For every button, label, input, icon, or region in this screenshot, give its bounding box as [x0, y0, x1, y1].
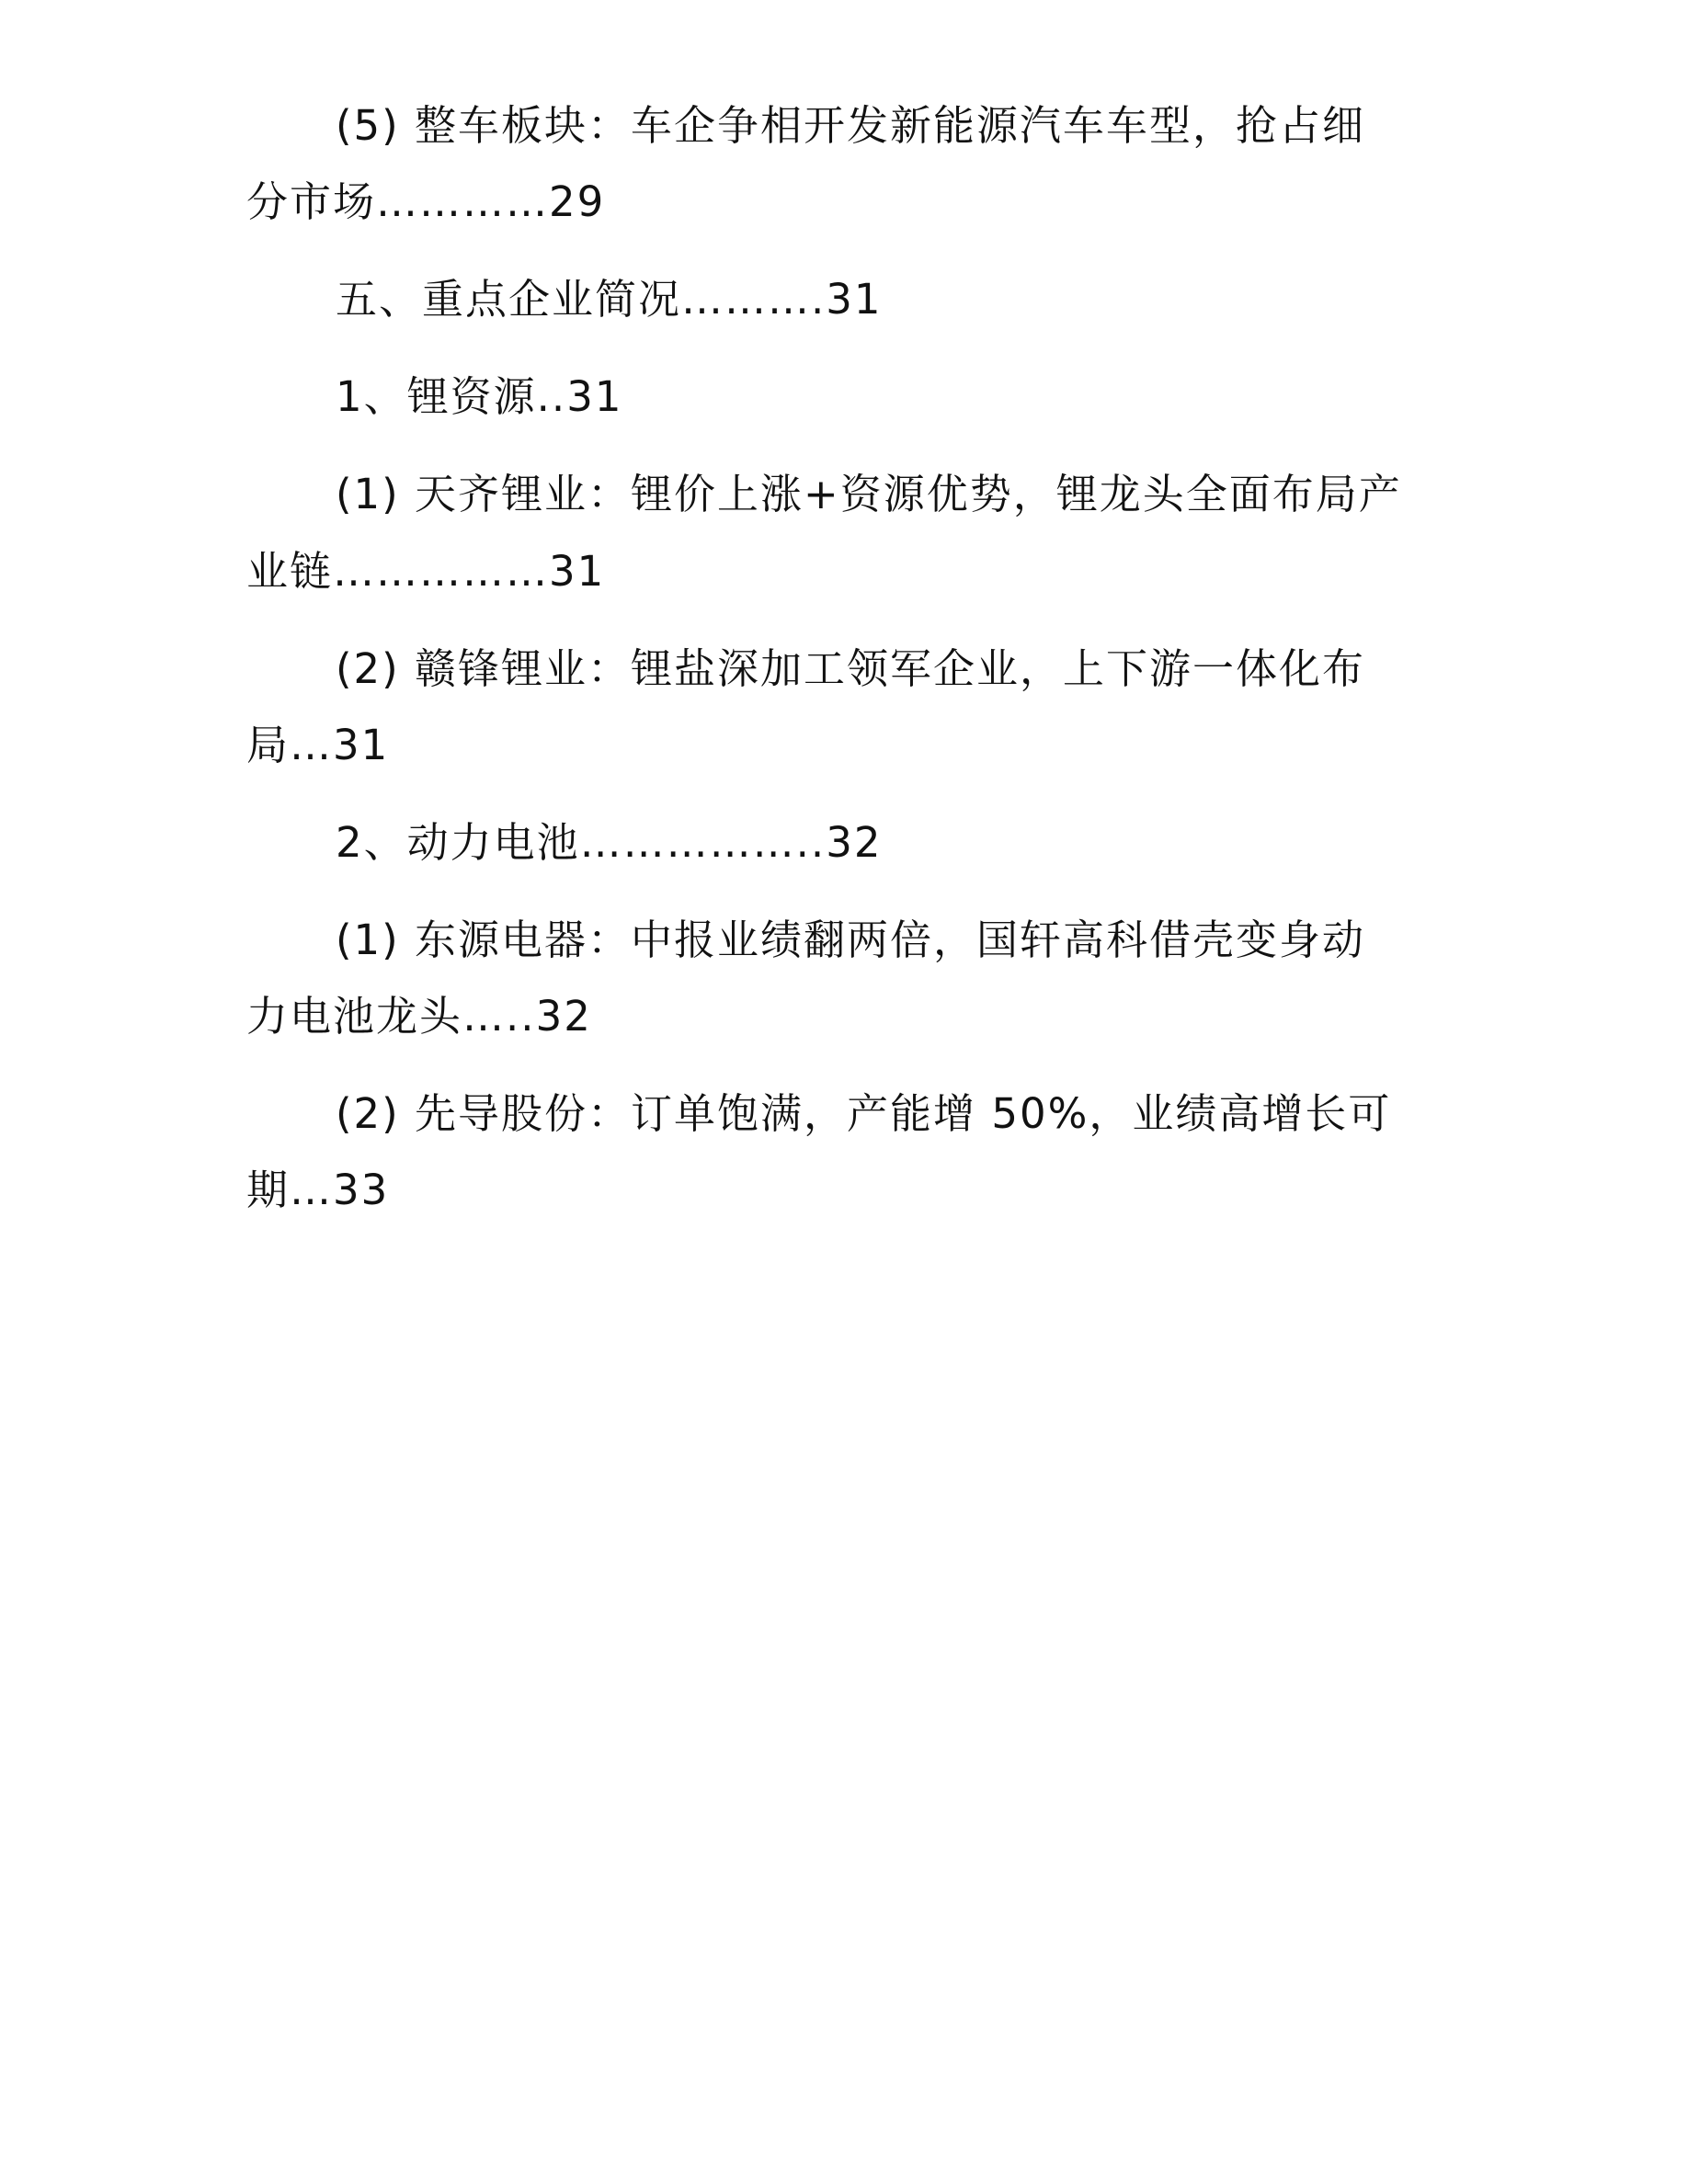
- toc-section-heading: 2、动力电池……………..32: [336, 818, 883, 867]
- toc-chapter-heading: 五、重点企业简况……….31: [336, 275, 883, 324]
- toc-entry-line: (1) 东源电器：中报业绩翻两倍，国轩高科借壳变身动: [336, 916, 1366, 964]
- toc-entry-line: (5) 整车板块：车企争相开发新能源汽车车型，抢占细: [336, 101, 1366, 150]
- toc-entry-line: (2) 赣锋锂业：锂盐深加工领军企业，上下游一体化布: [336, 644, 1366, 693]
- toc-entry-line: (1) 天齐锂业：锂价上涨+资源优势，锂龙头全面布局产: [336, 470, 1402, 518]
- toc-entry-line-continued: 期…33: [246, 1166, 390, 1214]
- toc-entry-line-continued: 局…31: [246, 721, 390, 769]
- toc-entry-line-continued: 力电池龙头…..32: [246, 992, 592, 1041]
- toc-section-heading: 1、锂资源..31: [336, 372, 623, 421]
- toc-entry-line-continued: 业链……………31: [246, 547, 606, 596]
- toc-entry-line: (2) 先导股份：订单饱满，产能增 50%，业绩高增长可: [336, 1089, 1392, 1138]
- toc-entry-line-continued: 分市场…………29: [246, 177, 606, 226]
